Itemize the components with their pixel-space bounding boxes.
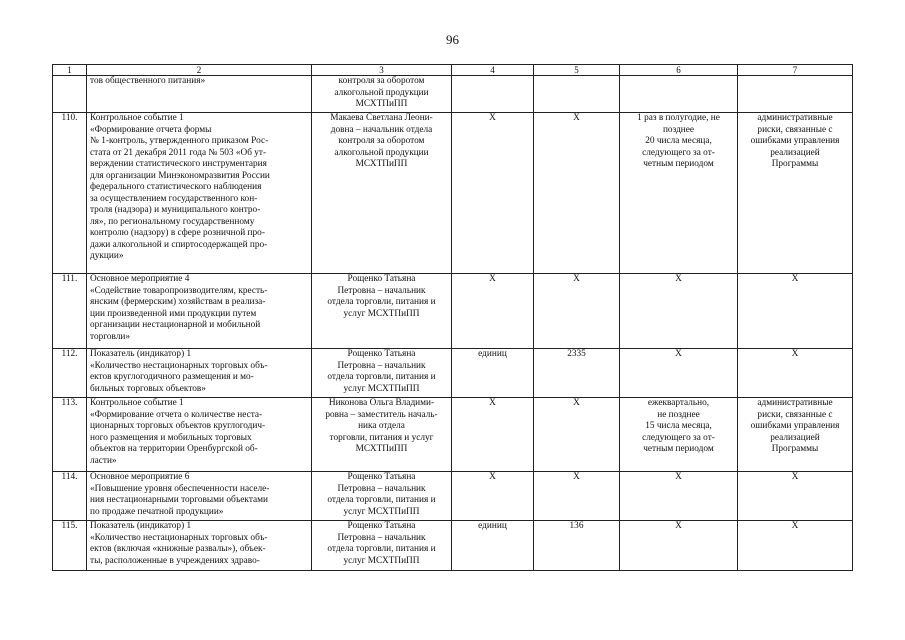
risk-cell: X (738, 274, 853, 349)
page-number: 96 (446, 32, 459, 47)
column-header: 3 (312, 65, 452, 76)
event-name: Основное мероприятие 6 «Повышение уровня обеспеченности населе- ния нестационарными торговыми объектами по продаже печатной продукции» (87, 472, 312, 521)
value-cell: X (534, 274, 620, 349)
responsible-person: контроля за оборотом алкогольной продукции МСХТПиПП (312, 76, 452, 113)
value-cell: 136 (534, 521, 620, 571)
responsible-person: Рощенко Татьяна Петровна – начальник отдела торговли, питания и услуг МСХТПиПП (312, 521, 452, 571)
table-row (53, 274, 853, 349)
column-header: 6 (620, 65, 738, 76)
unit-cell: X (452, 274, 534, 349)
row-number: 113. (53, 398, 87, 472)
deadline-cell: ежеквартально, не позднее 15 числа месяца, следующего за от- четным периодом (620, 398, 738, 472)
column-header: 2 (87, 65, 312, 76)
table-row (53, 76, 853, 113)
unit-cell (452, 76, 534, 113)
unit-cell: X (452, 398, 534, 472)
responsible-person: Рощенко Татьяна Петровна – начальник отдела торговли, питания и услуг МСХТПиПП (312, 274, 452, 349)
column-number-row (53, 65, 853, 76)
event-name: Показатель (индикатор) 1 «Количество нестационарных торговых объ- ектов (включая «книжные развалы»), объек- ты, расположенные в учреждениях здраво- (87, 521, 312, 571)
value-cell: 2335 (534, 349, 620, 398)
row-number: 111. (53, 274, 87, 349)
event-name: Показатель (индикатор) 1 «Количество нестационарных торговых объ- ектов круглогодичного размещения и мо- бильных торговых объектов» (87, 349, 312, 398)
deadline-cell: X (620, 349, 738, 398)
unit-cell: единиц (452, 521, 534, 571)
row-number: 115. (53, 521, 87, 571)
deadline-cell: X (620, 274, 738, 349)
risk-cell: X (738, 521, 853, 571)
unit-cell: X (452, 113, 534, 274)
column-header: 5 (534, 65, 620, 76)
column-header: 1 (53, 65, 87, 76)
risk-cell: X (738, 349, 853, 398)
responsible-person: Никонова Ольга Владими- ровна – заместитель началь- ника отдела торговли, питания и услуг МСХТПиПП (312, 398, 452, 472)
responsible-person: Рощенко Татьяна Петровна – начальник отдела торговли, питания и услуг МСХТПиПП (312, 472, 452, 521)
unit-cell: X (452, 472, 534, 521)
program-table (52, 64, 853, 571)
column-header: 7 (738, 65, 853, 76)
risk-cell: административные риски, связанные с ошибками управления реализацией Программы (738, 113, 853, 274)
value-cell (534, 76, 620, 113)
responsible-person: Рощенко Татьяна Петровна – начальник отдела торговли, питания и услуг МСХТПиПП (312, 349, 452, 398)
event-name: Контрольное событие 1 «Формирование отчета формы № 1-контроль, утвержденного приказом Рос- стата от 21 декабря 2011 года № 503 «Об ут- верждении статистического инструментария для организации Минэкономразвития России федерального статистического наблюдения за осуществлением государственного кон- троля (надзора) и муниципального контро- ля», по региональному государственному контролю (надзору) в сфере розничной про- дажи алкогольной и спиртосодержащей про- дукции» (87, 113, 312, 274)
row-number: 114. (53, 472, 87, 521)
table-row (53, 472, 853, 521)
row-number (53, 76, 87, 113)
table-row (53, 398, 853, 472)
risk-cell: X (738, 472, 853, 521)
risk-cell: административные риски, связанные с ошибками управления реализацией Программы (738, 398, 853, 472)
risk-cell (738, 76, 853, 113)
value-cell: X (534, 472, 620, 521)
row-number: 110. (53, 113, 87, 274)
event-name: Основное мероприятие 4 «Содействие товаропроизводителям, кресть- янским (фермерским) хозяйствам в реализа- ции произведенной ими продукции путем организации нестационарной и мобильной торговли» (87, 274, 312, 349)
deadline-cell: X (620, 472, 738, 521)
row-number: 112. (53, 349, 87, 398)
unit-cell: единиц (452, 349, 534, 398)
event-name: тов общественного питания» (87, 76, 312, 113)
event-name: Контрольное событие 1 «Формирование отчета о количестве неста- ционарных торговых объектов круглогодич- ного размещения и мобильных торговых объектов на территории Оренбургской об- ласти» (87, 398, 312, 472)
table-row (53, 113, 853, 274)
deadline-cell: 1 раз в полугодие, не позднее 20 числа месяца, следующего за от- четным периодом (620, 113, 738, 274)
table-row (53, 349, 853, 398)
value-cell: X (534, 113, 620, 274)
deadline-cell: X (620, 521, 738, 571)
value-cell: X (534, 398, 620, 472)
table-row (53, 521, 853, 571)
deadline-cell (620, 76, 738, 113)
column-header: 4 (452, 65, 534, 76)
responsible-person: Макаева Светлана Леони- довна – начальник отдела контроля за оборотом алкогольной продукции МСХТПиПП (312, 113, 452, 274)
